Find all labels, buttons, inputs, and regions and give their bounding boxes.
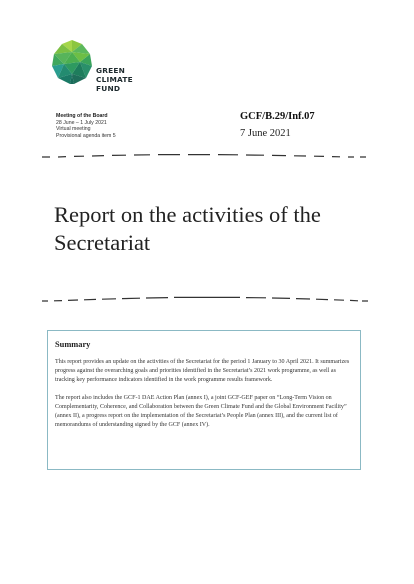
gcf-logo [50,38,160,100]
summary-box [47,330,361,470]
meeting-venue: Virtual meeting [56,126,91,133]
logo-line-3: FUND [96,84,121,93]
top-wave-rule [40,152,370,160]
document-date: 7 June 2021 [240,128,291,139]
document-code: GCF/B.29/Inf.07 [240,111,315,122]
meeting-label: Meeting of the Board [56,113,108,119]
document-title: Report on the activities of the Secretariat [54,202,321,255]
meeting-agenda: Provisional agenda item 5 [56,132,116,139]
logo-wordmark [96,66,133,93]
summary-heading: Summary [55,340,91,349]
logo-line-1: GREEN [96,66,126,75]
bottom-wave-rule [40,295,370,303]
logo-line-2: CLIMATE [96,75,133,84]
summary-paragraph-2: The report also includes the GCF-1 DAE Action Plan (annex I), a joint GCF-GEF paper on “Long-Term Vision on Complementarity, Coherence, and Collaboration between the Green Climate Fund and the Global Environment Facility” (annex II), a progress report on the implementation of the Secretariat’s People Plan (annex III), and the current list of memorandums of understanding signed by the GCF (annex IV). [55,394,347,429]
summary-paragraph-1: This report provides an update on the activities of the Secretariat for the period 1 January to 30 April 2021. It summarizes progress against the overarching goals and priorities identified in the Secretariat’s 2021 work programme, as well as tracking key performance indicators identified in the work programme results framework. [55,359,350,384]
gcf-globe-icon [50,38,94,88]
meeting-dates: 28 June – 1 July 2021 [56,119,107,126]
meeting-info [56,113,206,139]
